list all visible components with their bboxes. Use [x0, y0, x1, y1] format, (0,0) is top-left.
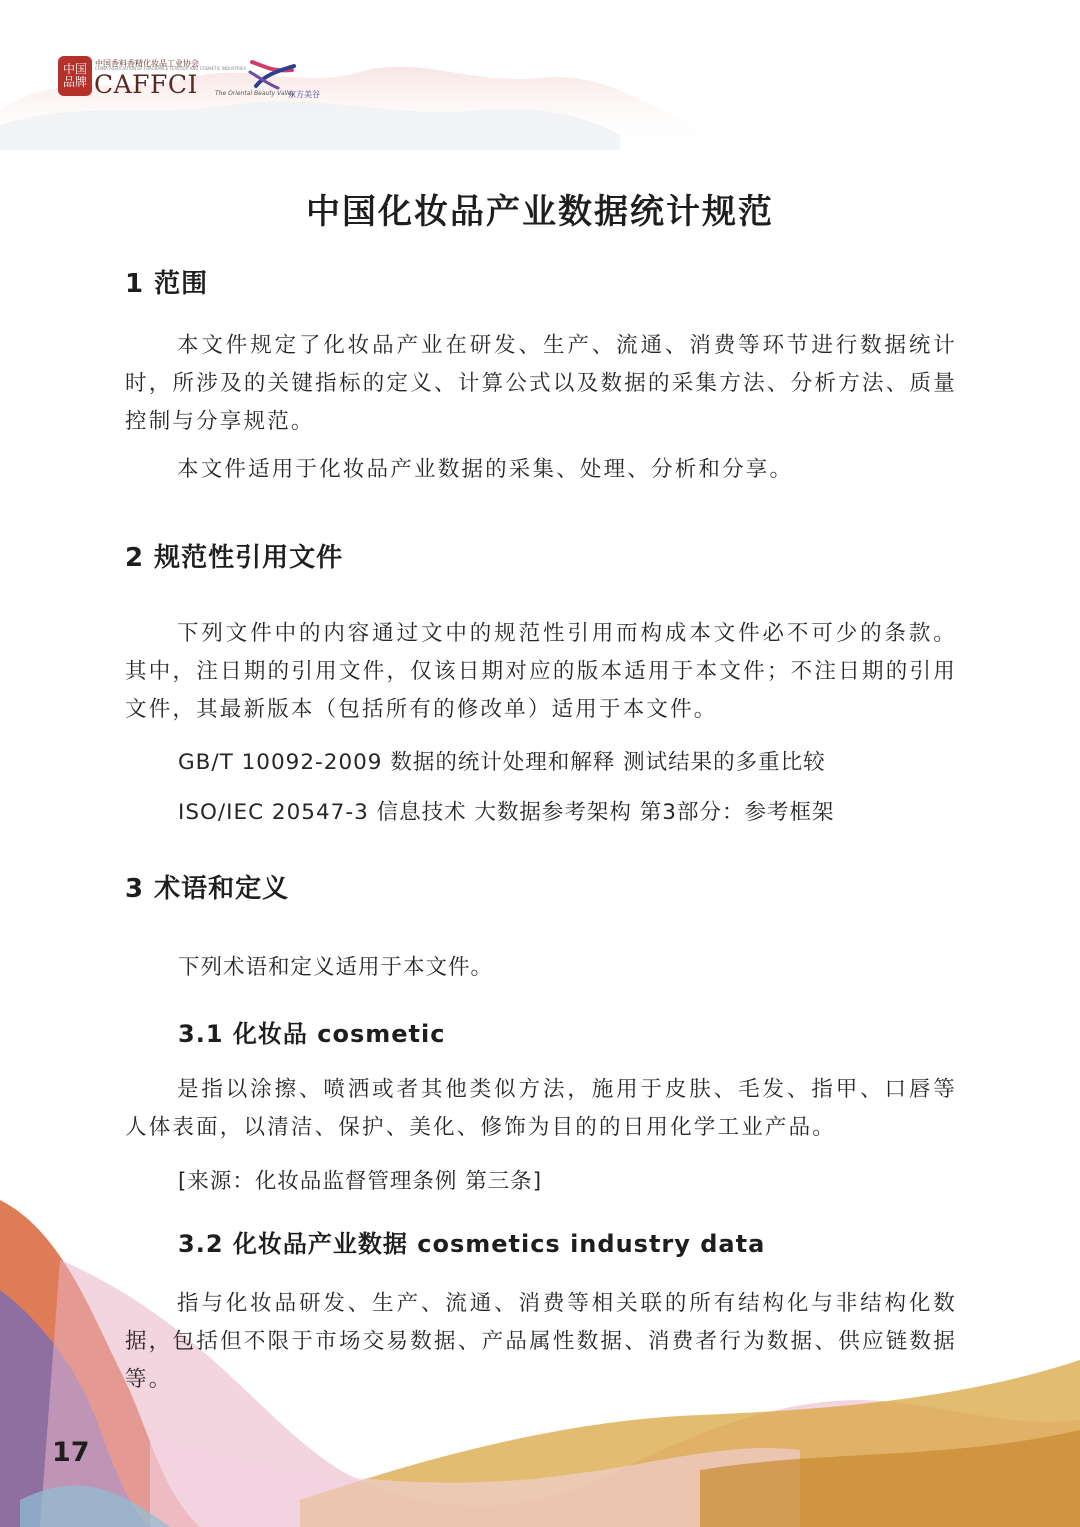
term-3-1-heading: 3.1 化妆品 cosmetic [178, 1020, 446, 1048]
brand-name-cn: 东方美谷 [288, 90, 320, 99]
association-name-cn: 中国香料香精化妆品工业协会 [95, 59, 199, 68]
association-name-en: CHINA ASSOCIATION OF FRAGRANCE FLAVOUR AND COSMETIC INDUSTRIES [95, 66, 247, 71]
term-3-2-definition: 指与化妆品研发、生产、流通、消费等相关联的所有结构化与非结构化数据，包括但不限于市场交易数据、产品属性数据、消费者行为数据、供应链数据等。 [125, 1291, 957, 1392]
section-2-paragraph-1: 下列文件中的内容通过文中的规范性引用而构成本文件必不可少的条款。其中，注日期的引用文件，仅该日期对应的版本适用于本文件；不注日期的引用文件，其最新版本（包括所有的修改单）适用于本文件。 [125, 621, 957, 722]
term-3-1-source: [来源：化妆品监督管理条例 第三条] [178, 1169, 543, 1194]
document-title: 中国化妆品产业数据统计规范 [306, 192, 774, 232]
brand-tagline: The Oriental Beauty Valley [215, 90, 296, 97]
section-1-heading: 1 范围 [125, 269, 209, 299]
section-1-paragraph-1: 本文件规定了化妆品产业在研发、生产、流通、消费等环节进行数据统计时，所涉及的关键指标的定义、计算公式以及数据的采集方法、分析方法、质量控制与分享规范。 [125, 333, 957, 434]
reference-item: GB/T 10092-2009 数据的统计处理和解释 测试结果的多重比较 [178, 750, 826, 775]
term-3-2-heading: 3.2 化妆品产业数据 cosmetics industry data [178, 1230, 766, 1258]
section-3-heading: 3 术语和定义 [125, 874, 290, 904]
reference-item: ISO/IEC 20547-3 信息技术 大数据参考架构 第3部分：参考框架 [178, 800, 835, 825]
section-1-paragraph-2: 本文件适用于化妆品产业数据的采集、处理、分析和分享。 [177, 457, 794, 482]
association-abbreviation: CAFFCI [94, 70, 198, 99]
page-number: 17 [52, 1437, 90, 1468]
section-2-heading: 2 规范性引用文件 [125, 543, 344, 573]
term-3-1-definition: 是指以涂擦、喷洒或者其他类似方法，施用于皮肤、毛发、指甲、口唇等人体表面，以清洁、保护、美化、修饰为目的的日用化学工业产品。 [125, 1077, 957, 1140]
association-seal-text: 中国 品牌 [62, 62, 87, 89]
section-3-intro: 下列术语和定义适用于本文件。 [178, 955, 494, 980]
